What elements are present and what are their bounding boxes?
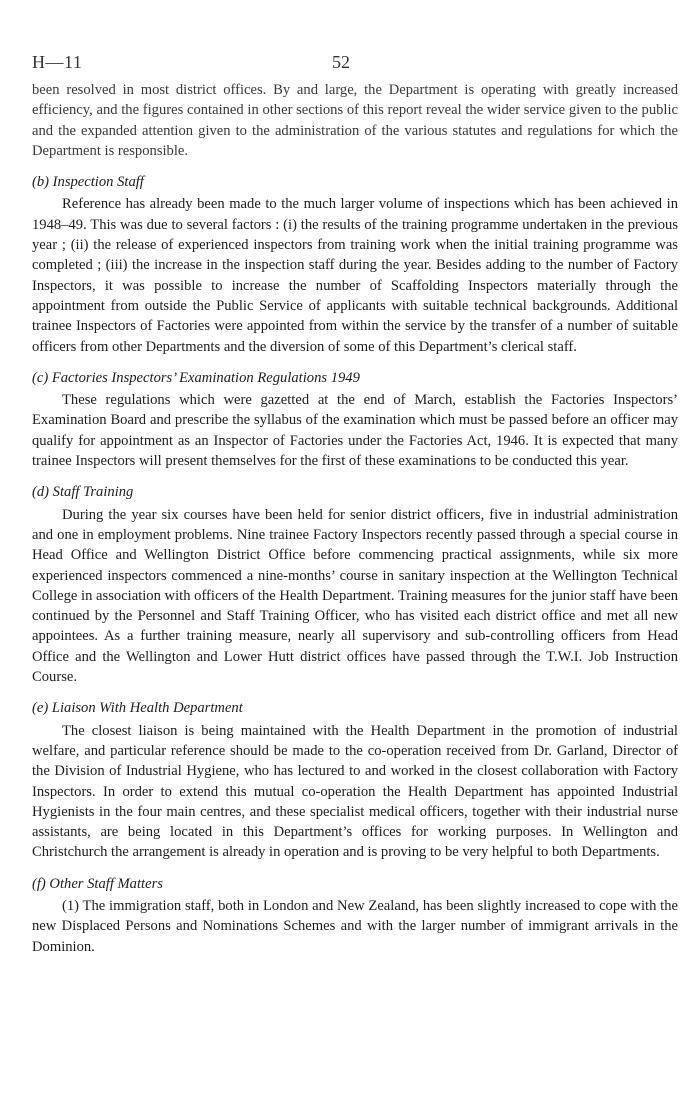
section-examination-regulations [32,368,678,471]
section-heading: (b) Inspection Staff [32,174,144,191]
section-paragraph: (1) The immigration staff, both in London and New Zealand, has been slightly increased to cope with the new Displaced Persons and Nominations Schemes and with the larger number of immigrant arrivals in the Dominion. [32,897,678,955]
section-staff-training [32,482,678,687]
section-other-staff-matters [32,874,678,957]
document-id: H—11 [32,52,83,72]
section-paragraph: The closest liaison is being maintained with the Health Department in the promotion of industrial welfare, and particular reference should be made to the co-operation received from Dr. Garland, Director of the Division of Industrial Hygiene, who has lectured to and worked in the closest collaboration with Factory Inspectors. In order to extend this mutual co-operation the Health Department has appointed Industrial Hygienists in the four main centres, and these specialist medical officers, together with their industrial nurse assistants, are being located in this Department’s offices for working purposes. In Wellington and Christchurch the arrangement is already in operation and is proving to be very helpful to both Departments. [32,722,678,861]
document-page [32,52,678,957]
section-paragraph: These regulations which were gazetted at the end of March, establish the Factories Inspectors’ Examination Board and prescribe the syllabus of the examination which must be passed before an officer may qualify for appointment as an Inspector of Factories under the Factories Act, 1946. It is expected that many trainee Inspectors will present themselves for the first of these examinations to be conducted this year. [32,392,678,470]
section-heading: (c) Factories Inspectors’ Examination Regulations 1949 [32,369,360,386]
page-number: 52 [332,52,350,72]
section-heading: (f) Other Staff Matters [32,875,163,892]
section-heading: (e) Liaison With Health Department [32,700,243,717]
page-header [32,52,678,80]
section-heading: (d) Staff Training [32,484,134,501]
section-paragraph: Reference has already been made to the much larger volume of inspections which has been achieved in 1948–49. This was due to several factors : (i) the results of the training programme undertaken in the previous year ; (ii) the release of experienced inspectors from training work when the initial training programme was completed ; (iii) the increase in the inspection staff during the year. Besides adding to the number of Factory Inspectors, it was possible to increase the number of Scaffolding Inspectors materially through the appointment from outside the Public Service of applicants with suitable technical backgrounds. Additional trainee Inspectors of Factories were appointed from within the service by the transfer of a number of suitable officers from other Departments and the diversion of some of this Department’s clerical staff. [32,196,678,355]
section-paragraph: During the year six courses have been held for senior district officers, five in industrial administration and one in employment problems. Nine trainee Factory Inspectors recently passed through a special course in Head Office and Wellington District Office before commencing practical assignments, while six more experienced inspectors commenced a nine-months’ course in sanitary inspection at the Wellington Technical College in association with officers of the Health Department. Training measures for the junior staff have been continued by the Personnel and Staff Training Officer, who has visited each district office and met all new appointees. As a further training measure, nearly all supervisory and sub-controlling officers from Head Office and the Wellington and Lower Hutt district offices have passed through the T.W.I. Job Instruction Course. [32,506,678,686]
intro-paragraph: been resolved in most district offices. By and large, the Department is operating with greatly increased efficiency, and the figures contained in other sections of this report reveal the wider service given to the public and the expanded attention given to the administration of the various statutes and regulations for which the Department is responsible. [32,82,678,159]
section-inspection-staff [32,172,678,357]
section-health-liaison [32,698,678,862]
